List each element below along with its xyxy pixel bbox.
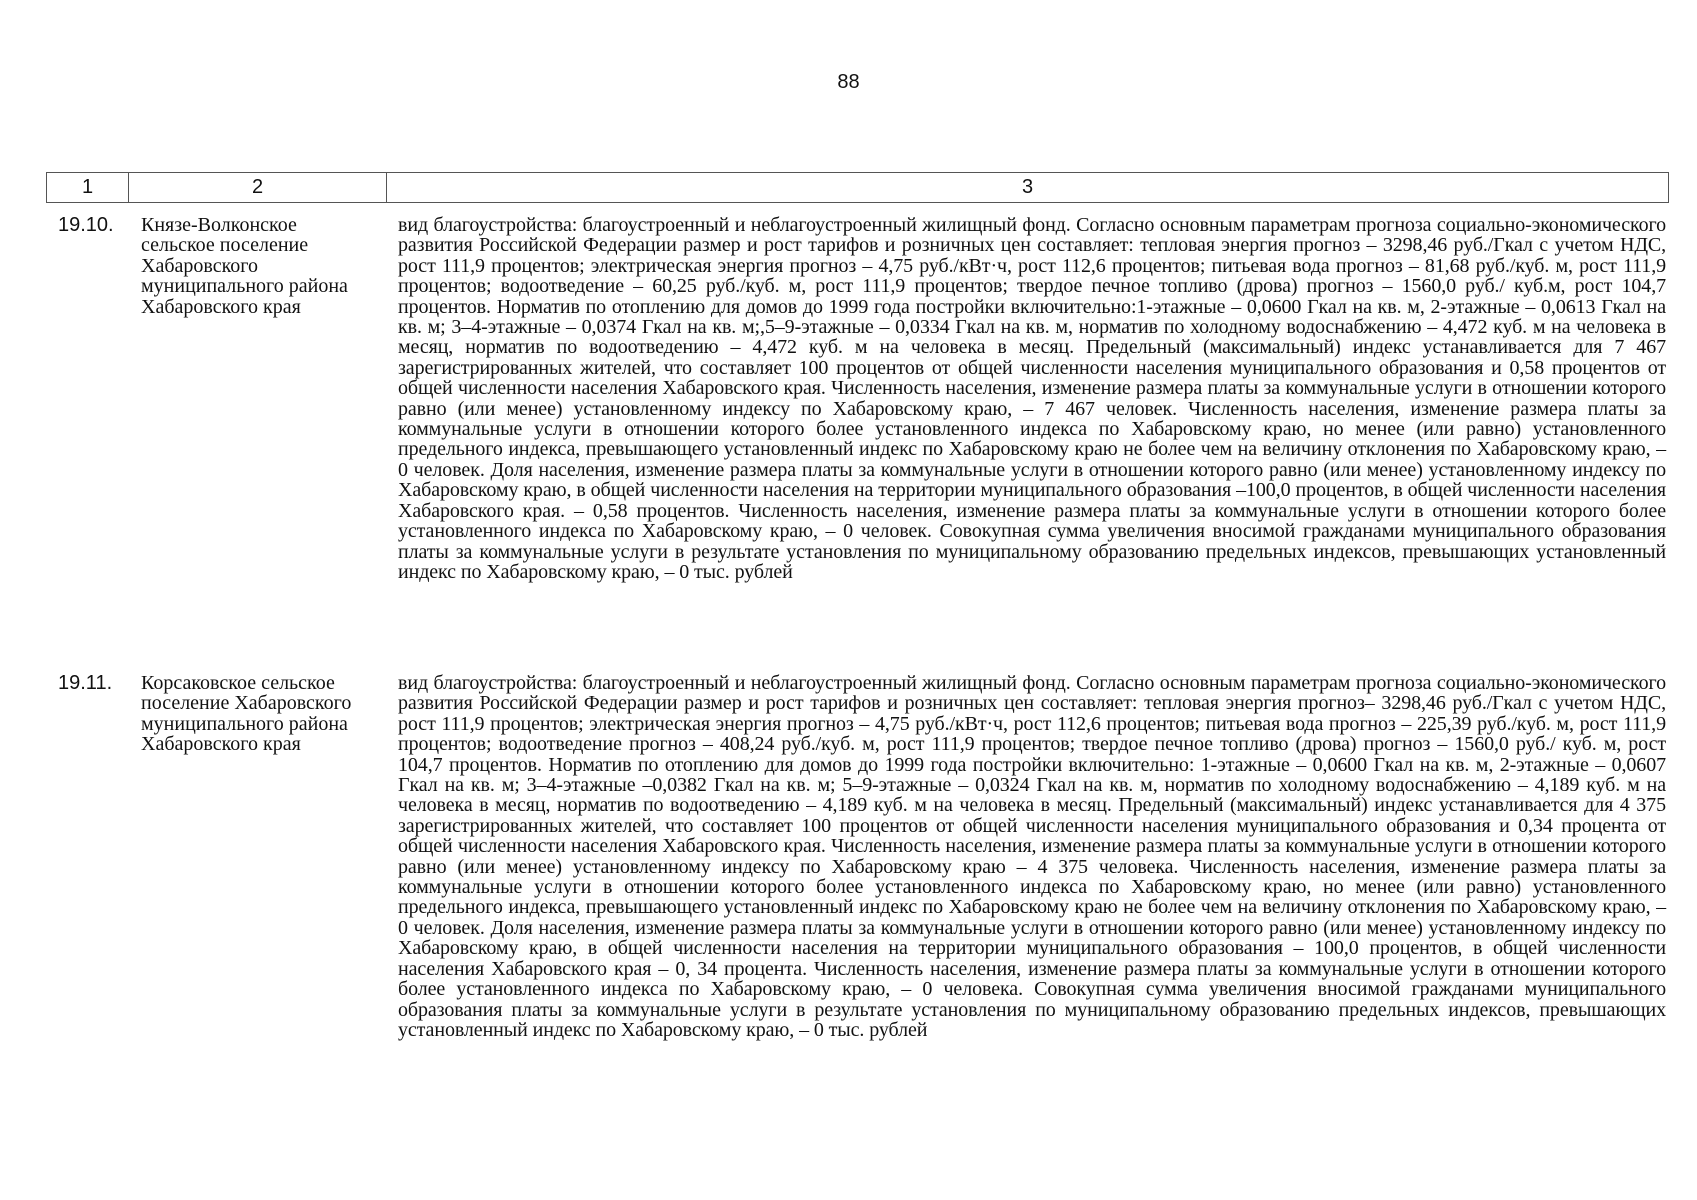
table-row xyxy=(46,214,1669,583)
header-col-2: 2 xyxy=(129,173,387,202)
header-col-3: 3 xyxy=(1021,176,1034,198)
row-description: вид благоустройства: благоустроенный и неблагоустроенный жилищный фонд. Согласно основным параметрам прогноза социально-экономического развития Российской Федерации размер и рост тарифов и розничных цен составляет: тепловая энергия прогноз – 3298,46 руб./Гкал с учетом НДС, рост 111,9 процентов; электрическая энергия прогноз – 4,75 руб./кВт·ч, рост 112,6 процентов; питьевая вода прогноз – 81,68 руб./куб. м, рост 111,9 процентов; водоотведение – 60,25 руб./куб. м, рост 111,9 процентов; твердое печное топливо (дрова) прогноз – 1560,0 руб./ куб.м, рост 104,7 процентов. Норматив по отоплению для домов до 1999 года постройки включительно:1-этажные – 0,0600 Гкал на кв. м, 2-этажные – 0,0613 Гкал на кв. м; 3–4-этажные – 0,0374 Гкал на кв. м;,5–9-этажные – 0,0334 Гкал на кв. м, норматив по холодному водоснабжению – 4,472 куб. м на человека в месяц, норматив по водоотведению – 4,472 куб. м на человека в месяц. Предельный (максимальный) индекс устанавливается для 7 467 зарегистрированных жителей, что составляет 100 процентов от общей численности населения муниципального образования и 0,58 процентов от общей численности населения Хабаровского края. Численность населения, изменение размера платы за коммунальные услуги в отношении которого равно (или менее) установленному индексу по Хабаровскому краю, – 7 467 человек. Численность населения, изменение размера платы за коммунальные услуги в отношении которого более установленного индекса по Хабаровскому краю, но менее (или равно) установленного предельного индекса, превышающего установленный индекс по Хабаровскому краю не более чем на величину отклонения по Хабаровскому краю, – 0 человек. Доля населения, изменение размера платы за коммунальные услуги в отношении которого равно (или менее) установленному индексу по Хабаровскому краю, в общей численности населения на территории муниципального образования –100,0 процентов, в общей численности населения Хабаровского края. – 0,58 процентов. Численность населения, изменение размера платы за коммунальные услуги в отношении которого более установленного индекса по Хабаровскому краю, – 0 человек. Совокупная сумма увеличения вносимой гражданами муниципального образования платы за коммунальные услуги в результате установления по муниципальному образованию предельных индексов, превышающих установленный индекс по Хабаровскому краю, – 0 тыс. рублей xyxy=(398,214,1666,583)
municipality-name: Князе-Волконское сельское поселение Хабаровского муниципального района Хабаровского края xyxy=(141,214,348,318)
row-number: 19.11. xyxy=(58,672,113,694)
table-header xyxy=(46,172,1669,203)
row-description: вид благоустройства: благоустроенный и неблагоустроенный жилищный фонд. Согласно основным параметрам прогноза социально-экономического развития Российской Федерации размер и рост тарифов и розничных цен составляет: тепловая энергия прогноз– 3298,46 руб./Гкал с учетом НДС, рост 111,9 процентов; электрическая энергия прогноз – 4,75 руб./кВт·ч, рост 112,6 процентов; питьевая вода прогноз – 225,39 руб./куб. м, рост 111,9 процентов; водоотведение прогноз – 408,24 руб./куб. м, рост 111,9 процентов; твердое печное топливо (дрова) прогноз – 1560,0 руб./ куб. м, рост 104,7 процентов. Норматив по отоплению для домов до 1999 года постройки включительно: 1-этажные – 0,0600 Гкал на кв. м, 2-этажные – 0,0607 Гкал на кв. м; 3–4-этажные –0,0382 Гкал на кв. м; 5–9-этажные – 0,0324 Гкал на кв. м, норматив по холодному водоснабжению – 4,189 куб. м на человека в месяц, норматив по водоотведению – 4,189 куб. м на человека в месяц. Предельный (максимальный) индекс устанавливается для 4 375 зарегистрированных жителей, что составляет 100 процентов от общей численности населения муниципального образования и 0,34 процента от общей численности населения Хабаровского края. Численность населения, изменение размера платы за коммунальные услуги в отношении которого равно (или менее) установленному индексу по Хабаровскому краю – 4 375 человека. Численность населения, изменение размера платы за коммунальные услуги в отношении которого более установленного индекса по Хабаровскому краю, но менее (или равно) установленного предельного индекса, превышающего установленный индекс по Хабаровскому краю не более чем на величину отклонения по Хабаровскому краю, – 0 человек. Доля населения, изменение размера платы за коммунальные услуги в отношении которого равно (или менее) установленному индексу по Хабаровскому краю, в общей численности населения на территории муниципального образования – 100,0 процентов, в общей численности населения Хабаровского края – 0, 34 процента. Численность населения, изменение размера платы за коммунальные услуги в отношении которого более установленного индекса по Хабаровскому краю, – 0 человека. Совокупная сумма увеличения вносимой гражданами муниципального образования платы за коммунальные услуги в результате установления по муниципальному образованию предельных индексов, превышающих установленный индекс по Хабаровскому краю, – 0 тыс. рублей xyxy=(398,672,1666,1041)
municipality-name: Корсаковское сельское поселение Хабаровского муниципального района Хабаровского края xyxy=(141,672,352,756)
municipality-name-cell xyxy=(46,214,348,318)
header-col-1: 1 xyxy=(47,173,129,202)
municipality-name-cell xyxy=(46,672,352,756)
page-number: 88 xyxy=(837,71,860,93)
table-row xyxy=(46,672,1669,1041)
row-number: 19.10. xyxy=(58,214,114,236)
